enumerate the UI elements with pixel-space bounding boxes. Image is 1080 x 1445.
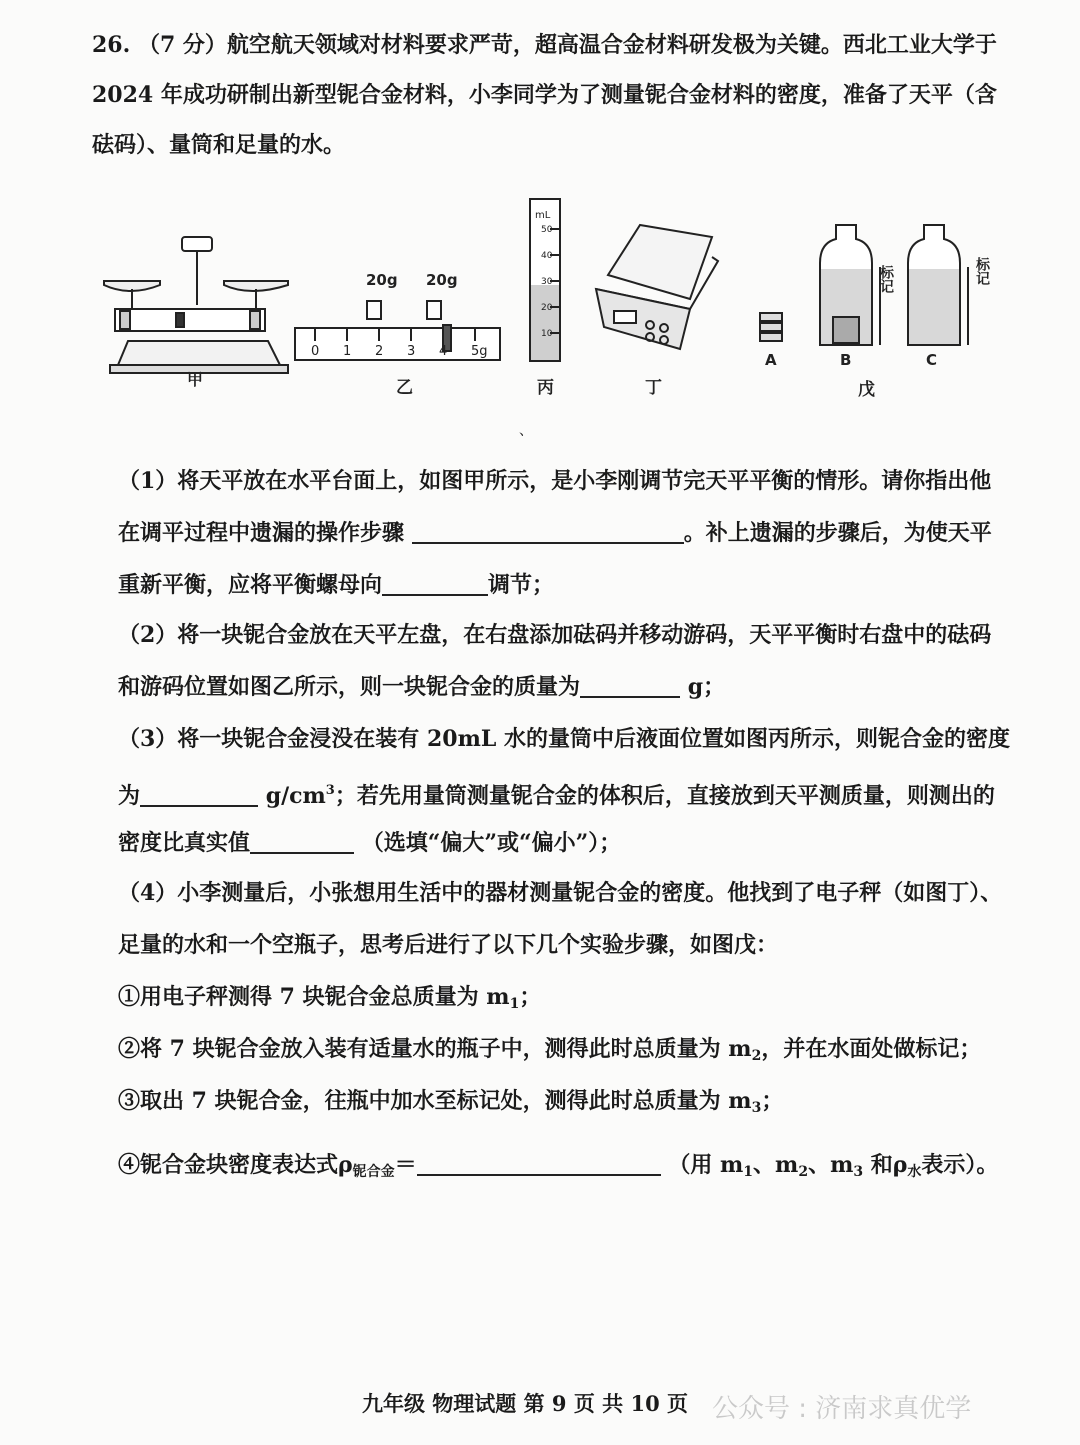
step-3-tail: ；	[761, 1088, 784, 1114]
step-4-hint-2: 、m	[753, 1152, 799, 1178]
part4-line-2: 足量的水和一个空瓶子，思考后进行了以下几个实验步骤，如图戊：	[118, 932, 779, 958]
step-1-tail: ；	[519, 984, 542, 1010]
cylinder-tick-30: 30	[541, 277, 553, 287]
question-number: 26.	[92, 32, 131, 58]
bottle-label-a: A	[765, 351, 777, 369]
label-wu: 戊	[858, 380, 875, 400]
cylinder-tick-50: 50	[541, 225, 553, 235]
part3-line-2	[118, 776, 995, 811]
part3-line-2-tail: ；若先用量筒测量铌合金的体积后，直接放到天平测质量，则测出的	[334, 783, 995, 809]
step-1	[118, 982, 541, 1019]
scale-tick-1: 1	[343, 344, 352, 359]
step-4-hint-4: 和ρ	[863, 1152, 908, 1178]
part1-line-2	[118, 518, 992, 548]
step-4-hint-1: （用 m	[668, 1152, 744, 1178]
step-3-subscript: 3	[751, 1100, 762, 1116]
part3-line-3	[118, 828, 621, 858]
answer-blank-5[interactable]	[250, 830, 354, 854]
balance-figure	[104, 237, 288, 373]
scale-tick-5: 5g	[471, 344, 488, 359]
part1-line-3-tail: 调节；	[488, 572, 555, 598]
answer-blank-1[interactable]	[412, 520, 684, 544]
intro-line-2: 2024 年成功研制出新型铌合金材料，小李同学为了测量铌合金材料的密度，准备了天平（含	[92, 82, 997, 108]
m2-subscript: 2	[798, 1164, 809, 1180]
part1-line-3-text: 重新平衡，应将平衡螺母向	[118, 572, 383, 598]
part3-line-2-text: 为	[118, 783, 141, 809]
cylinder-tick-10: 10	[541, 329, 553, 339]
part2-line-2-text: 和游码位置如图乙所示，则一块铌合金的质量为	[118, 674, 581, 700]
stray-mark: 、	[519, 423, 533, 439]
scale-tick-0: 0	[311, 344, 320, 359]
bottles-figure	[760, 225, 968, 345]
step-4-hint-3: 、m	[808, 1152, 854, 1178]
step-1-text: ①用电子秤测得 7 块铌合金总质量为 m	[118, 984, 510, 1010]
rho-subscript: 铌合金	[352, 1164, 395, 1180]
question-header	[92, 30, 997, 60]
label-yi: 乙	[396, 378, 413, 398]
part2-unit: g；	[687, 674, 726, 700]
step-2-subscript: 2	[751, 1048, 762, 1064]
part1-line-1: （1）将天平放在水平台面上，如图甲所示，是小李刚调节完天平平衡的情形。请你指出他	[118, 468, 992, 494]
figure-strip	[0, 185, 1080, 445]
density-unit: g/cm	[265, 783, 326, 809]
m1-subscript: 1	[743, 1164, 754, 1180]
cylinder-tick-20: 20	[541, 303, 553, 313]
part4-line-1: （4）小李测量后，小张想用生活中的器材测量铌合金的密度。他找到了电子秤（如图丁）、	[118, 880, 1003, 906]
part3-line-3-tail: （选填“偏大”或“偏小”）；	[361, 830, 622, 856]
answer-blank-4[interactable]	[140, 783, 258, 807]
equals-sign: ＝	[394, 1152, 417, 1178]
step-4-text: ④铌合金块密度表达式ρ	[118, 1152, 353, 1178]
scale-tick-2: 2	[375, 344, 384, 359]
step-4	[118, 1150, 998, 1187]
cylinder-unit: mL	[535, 210, 551, 221]
intro-line-1: 航空航天领域对材料要求严苛，超高温合金材料研发极为关键。西北工业大学于	[226, 32, 997, 58]
part2-line-1: （2）将一块铌合金放在天平左盘，在右盘添加砝码并移动游码，天平平衡时右盘中的砝码	[118, 622, 992, 648]
cylinder-tick-40: 40	[541, 251, 553, 261]
watermark: 公众号 : 济南求真优学	[712, 1394, 972, 1424]
answer-blank-2[interactable]	[382, 572, 488, 596]
weights-figure	[295, 301, 500, 360]
step-4-hint-5: 表示）。	[921, 1152, 999, 1178]
part1-line-3	[118, 570, 554, 600]
step-3	[118, 1086, 783, 1123]
step-3-text: ③取出 7 块铌合金，往瓶中加水至标记处，测得此时总质量为 m	[118, 1088, 752, 1114]
part3-line-1: （3）将一块铌合金浸没在装有 20mL 水的量筒中后液面位置如图丙所示，则铌合金的密度	[118, 726, 1010, 752]
label-jia: 甲	[187, 370, 204, 389]
mark-label-b: 标记	[878, 265, 894, 293]
label-bing: 丙	[537, 378, 554, 398]
bottle-label-b: B	[840, 351, 852, 369]
intro-line-3: 砝码）、量筒和足量的水。	[92, 132, 346, 158]
answer-blank-6[interactable]	[417, 1152, 661, 1176]
step-2-text: ②将 7 块铌合金放入装有适量水的瓶子中，测得此时总质量为 m	[118, 1036, 752, 1062]
electronic-scale-figure	[596, 225, 718, 349]
scale-tick-4: 4	[439, 344, 448, 359]
weight-label-1: 20g	[366, 271, 398, 289]
part3-line-3-text: 密度比真实值	[118, 830, 251, 856]
step-2-tail: ，并在水面处做标记；	[761, 1036, 982, 1062]
question-points: （7 分）	[137, 32, 227, 58]
step-2	[118, 1034, 981, 1071]
answer-blank-3[interactable]	[580, 674, 680, 698]
density-unit-exponent: 3	[325, 783, 335, 798]
label-ding: 丁	[645, 378, 662, 398]
part1-line-2-text: 在调平过程中遗漏的操作步骤	[118, 520, 405, 546]
part1-line-2-tail: 。补上遗漏的步骤后，为使天平	[683, 520, 992, 546]
mark-label-c: 标记	[974, 257, 990, 285]
step-1-subscript: 1	[509, 996, 520, 1012]
page-footer: 九年级 物理试题 第 9 页 共 10 页	[362, 1391, 689, 1416]
bottle-label-c: C	[926, 351, 938, 369]
rho-water-subscript: 水	[907, 1164, 922, 1180]
scale-tick-3: 3	[407, 344, 416, 359]
m3-subscript: 3	[853, 1164, 864, 1180]
weight-label-2: 20g	[426, 271, 458, 289]
part2-line-2	[118, 672, 725, 702]
